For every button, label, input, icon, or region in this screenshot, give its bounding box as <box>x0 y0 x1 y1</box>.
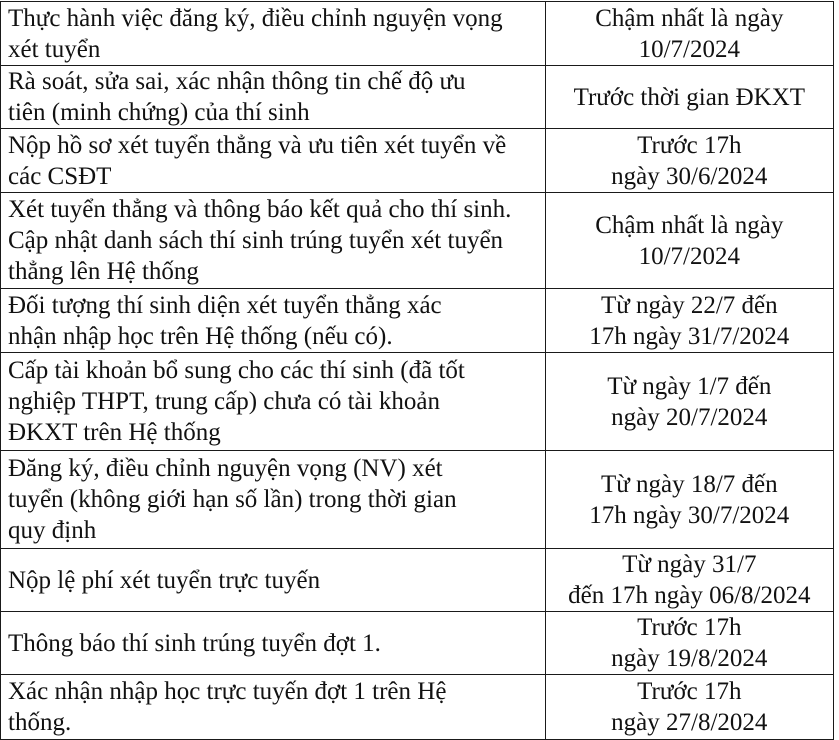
table-row <box>1 2 834 66</box>
deadline-cell <box>545 353 833 451</box>
deadline-text: Từ ngày 22/7 đến <box>600 291 778 319</box>
table-row <box>1 66 834 129</box>
task-text: tuyển (không giới hạn số lần) trong thời gian <box>8 486 457 513</box>
task-text: Đối tượng thí sinh diện xét tuyển thẳng xác <box>8 291 442 319</box>
task-text: Xét tuyển thẳng và thông báo kết quả cho thí sinh. <box>8 196 512 223</box>
task-text: Đăng ký, điều chỉnh nguyện vọng (NV) xét <box>8 455 443 482</box>
deadline-cell <box>545 2 833 66</box>
deadline-text: đến 17h ngày 06/8/2024 <box>568 582 811 609</box>
deadline-text: ngày 20/7/2024 <box>611 403 768 431</box>
deadline-cell <box>545 193 833 289</box>
deadline-text: Từ ngày 1/7 đến <box>607 372 772 400</box>
deadline-cell <box>545 129 833 193</box>
task-text: các CSĐT <box>8 162 112 190</box>
task-cell <box>1 2 546 66</box>
task-text: xét tuyển <box>8 35 101 63</box>
task-text: tiên (minh chứng) của thí sinh <box>8 99 310 126</box>
task-cell <box>1 675 546 740</box>
table-row <box>1 549 834 612</box>
deadline-text: Trước 17h <box>637 131 742 159</box>
deadline-cell <box>545 675 833 740</box>
deadline-text: Chậm nhất là ngày <box>595 4 784 32</box>
table-row <box>1 675 834 740</box>
task-cell <box>1 193 546 289</box>
table-row <box>1 451 834 549</box>
deadline-text: Từ ngày 18/7 đến <box>600 470 778 498</box>
deadline-cell <box>545 549 833 612</box>
task-text: Cấp tài khoản bổ sung cho các thí sinh (đã tốt <box>8 357 465 384</box>
task-cell <box>1 289 546 353</box>
deadline-text: ngày 27/8/2024 <box>611 709 768 736</box>
table-row <box>1 193 834 289</box>
deadline-text: Chậm nhất là ngày <box>595 211 784 239</box>
task-cell <box>1 451 546 549</box>
task-cell <box>1 353 546 451</box>
task-text: nhận nhập học trên Hệ thống (nếu có). <box>8 322 393 350</box>
deadline-cell <box>545 451 833 549</box>
task-text: Rà soát, sửa sai, xác nhận thông tin chế độ ưu <box>8 68 466 95</box>
deadline-text: Từ ngày 31/7 <box>622 551 757 578</box>
task-text: ĐKXT trên Hệ thống <box>8 419 221 446</box>
deadline-text: ngày 30/6/2024 <box>611 162 768 190</box>
table-row <box>1 129 834 193</box>
schedule-table-body <box>1 2 834 740</box>
deadline-text: 17h ngày 30/7/2024 <box>589 501 790 529</box>
deadline-cell <box>545 66 833 129</box>
task-cell <box>1 612 546 675</box>
deadline-text: Trước 17h <box>637 678 742 705</box>
task-cell <box>1 129 546 193</box>
table-row <box>1 289 834 353</box>
deadline-text: Trước thời gian ĐKXT <box>573 83 806 111</box>
deadline-cell <box>545 612 833 675</box>
task-text: thẳng lên Hệ thống <box>8 258 199 285</box>
task-text: Thông báo thí sinh trúng tuyển đợt 1. <box>8 629 381 657</box>
task-text: Nộp lệ phí xét tuyển trực tuyến <box>8 566 321 594</box>
deadline-text: Trước 17h <box>637 614 742 641</box>
admission-schedule-table <box>0 1 834 740</box>
table-row <box>1 353 834 451</box>
deadline-text: 10/7/2024 <box>638 242 740 270</box>
task-text: Cập nhật danh sách thí sinh trúng tuyển xét tuyển <box>8 227 504 254</box>
task-cell <box>1 549 546 612</box>
deadline-text: ngày 19/8/2024 <box>611 645 768 672</box>
task-text: thống. <box>8 709 72 736</box>
task-text: quy định <box>8 517 97 544</box>
task-text: Xác nhận nhập học trực tuyến đợt 1 trên Hệ <box>8 678 447 705</box>
table-row <box>1 612 834 675</box>
task-text: Nộp hồ sơ xét tuyển thẳng và ưu tiên xét tuyển về <box>8 131 507 159</box>
task-text: Thực hành việc đăng ký, điều chỉnh nguyện vọng <box>8 4 503 32</box>
task-text: nghiệp THPT, trung cấp) chưa có tài khoản <box>8 388 440 415</box>
deadline-text: 10/7/2024 <box>638 35 740 63</box>
deadline-cell <box>545 289 833 353</box>
task-cell <box>1 66 546 129</box>
deadline-text: 17h ngày 31/7/2024 <box>589 322 790 350</box>
